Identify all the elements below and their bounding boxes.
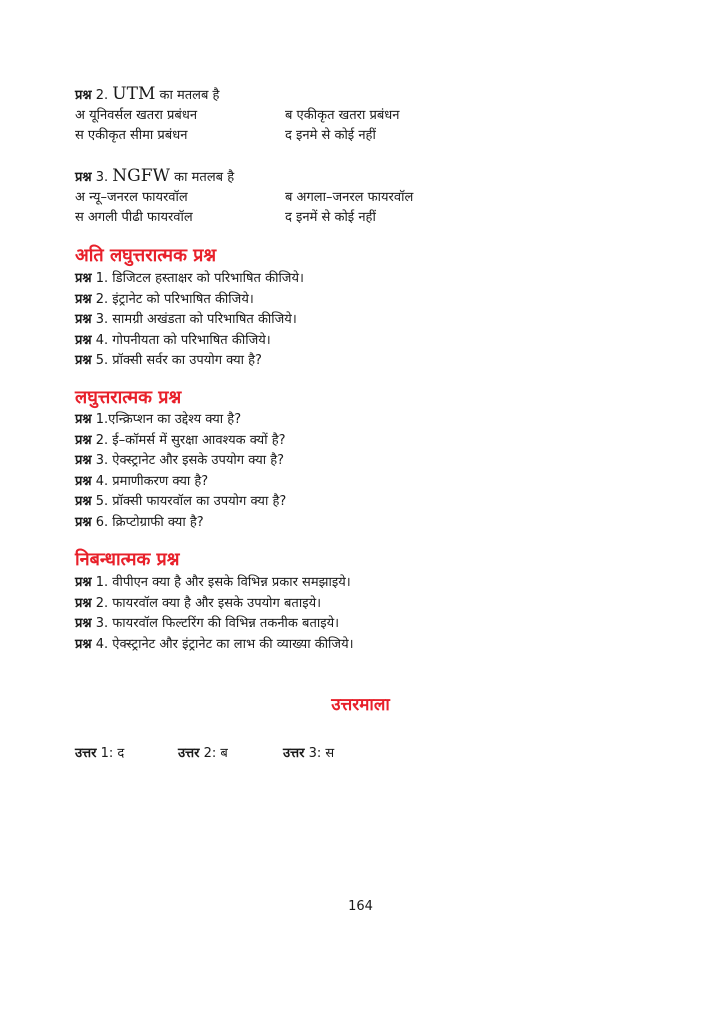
question-prefix: प्रश्न (75, 453, 92, 468)
question-text: का मतलब है (174, 170, 235, 185)
mcq-question-line (75, 84, 675, 106)
mcq-question-2 (75, 84, 675, 146)
question-text: 1. डिजिटल हस्ताक्षर को परिभाषित कीजिये। (95, 271, 304, 286)
answer-text: 2: ब (203, 746, 228, 761)
question-abbr: NGFW (112, 166, 171, 186)
list-item (75, 310, 695, 331)
option-c: स एकीकृत सीमा प्रबंधन (75, 128, 188, 143)
list-item (75, 351, 695, 372)
section-heading-very-short: अति लघुत्तरात्मक प्रश्न (75, 245, 217, 266)
question-prefix: प्रश्न (75, 353, 92, 368)
answer-key-title: उत्तरमाला (331, 695, 390, 715)
list-item (75, 513, 695, 534)
list-item (75, 492, 695, 513)
answer-key-row (75, 744, 334, 764)
answer-item (178, 744, 283, 764)
question-text: 1. वीपीएन क्या है और इसके विभिन्न प्रकार समझाइये। (95, 575, 351, 590)
question-prefix: प्रश्न (75, 332, 92, 348)
mcq-question-3 (75, 166, 675, 228)
option-row (75, 208, 675, 228)
question-text: 5. प्रॉक्सी सर्वर का उपयोग क्या है? (95, 353, 262, 368)
question-list-very-short (75, 269, 695, 372)
page-number: 164 (348, 899, 373, 914)
question-list-essay (75, 573, 695, 655)
question-text: 2. इंट्रानेट को परिभाषित कीजिये। (95, 291, 254, 307)
section-heading-short: लघुत्तरात्मक प्रश्न (75, 387, 182, 408)
list-item (75, 451, 695, 472)
question-prefix: प्रश्न (75, 616, 92, 631)
question-text: 5. प्रॉक्सी फायरवॉल का उपयोग क्या है? (95, 494, 287, 509)
list-item (75, 410, 695, 431)
list-item (75, 472, 695, 493)
list-item (75, 594, 695, 615)
list-item (75, 614, 695, 635)
answer-item (75, 744, 178, 764)
question-text: 4. गोपनीयता को परिभाषित कीजिये। (95, 332, 271, 348)
question-prefix: प्रश्न (75, 473, 92, 489)
question-prefix: प्रश्न (75, 514, 92, 530)
answer-prefix: उत्तर (283, 746, 305, 761)
option-d: द इनमें से कोई नहीं (285, 210, 376, 225)
question-prefix: प्रश्न (75, 291, 92, 307)
question-prefix: प्रश्न (75, 312, 92, 327)
question-text: 4. ऐक्स्ट्रानेट और इंट्रानेट का लाभ की व्याख्या कीजिये। (95, 636, 354, 652)
answer-prefix: उत्तर (75, 746, 97, 761)
list-item (75, 290, 695, 311)
question-prefix: प्रश्न (75, 494, 92, 509)
question-text: 4. प्रमाणीकरण क्या है? (95, 473, 209, 489)
answer-key-heading (0, 693, 721, 717)
option-b: ब एकीकृत खतरा प्रबंधन (285, 108, 400, 123)
question-text: 6. क्रिप्टोग्राफी क्या है? (95, 514, 204, 530)
question-prefix: प्रश्न (75, 595, 92, 611)
question-text: 1.एन्क्रिप्शन का उद्देश्य क्या है? (95, 412, 242, 427)
list-item (75, 331, 695, 352)
list-item (75, 269, 695, 290)
option-row (75, 126, 675, 146)
question-prefix: प्रश्न (75, 432, 92, 448)
question-prefix: प्रश्न (75, 636, 92, 652)
question-prefix: प्रश्न (75, 271, 92, 286)
option-a: अ यूनिवर्सल खतरा प्रबंधन (75, 108, 198, 123)
question-text: 2. ई–कॉमर्स में सुरक्षा आवश्यक क्यों है? (95, 432, 286, 448)
question-prefix: प्रश्न (75, 575, 92, 590)
mcq-question-line (75, 166, 675, 188)
option-d: द इनमे से कोई नहीं (285, 128, 376, 143)
answer-prefix: उत्तर (178, 746, 200, 761)
option-c: स अगली पीढी फायरवॉल (75, 210, 193, 225)
question-prefix: प्रश्न (75, 170, 92, 185)
question-list-short (75, 410, 695, 533)
question-number: 3. (95, 170, 109, 185)
question-text: 3. ऐक्स्ट्रानेट और इसके उपयोग क्या है? (95, 453, 285, 468)
question-text: 3. फायरवॉल फिल्टरिंग की विभिन्न तकनीक बताइये। (95, 616, 340, 631)
answer-item (283, 744, 334, 764)
answer-text: 1: द (100, 746, 125, 761)
list-item (75, 431, 695, 452)
question-prefix: प्रश्न (75, 88, 92, 103)
list-item (75, 635, 695, 656)
section-heading-essay: निबन्धात्मक प्रश्न (75, 549, 180, 570)
question-text: का मतलब है (159, 88, 220, 103)
question-text: 3. सामग्री अखंडता को परिभाषित कीजिये। (95, 312, 297, 327)
option-b: ब अगला–जनरल फायरवॉल (285, 190, 414, 205)
question-prefix: प्रश्न (75, 412, 92, 427)
option-a: अ न्यू–जनरल फायरवॉल (75, 190, 188, 205)
list-item (75, 573, 695, 594)
question-number: 2. (95, 88, 109, 103)
option-row (75, 188, 675, 208)
question-text: 2. फायरवॉल क्या है और इसके उपयोग बताइये। (95, 595, 322, 611)
answer-text: 3: स (308, 746, 335, 761)
question-abbr: UTM (112, 84, 156, 104)
option-row (75, 106, 675, 126)
